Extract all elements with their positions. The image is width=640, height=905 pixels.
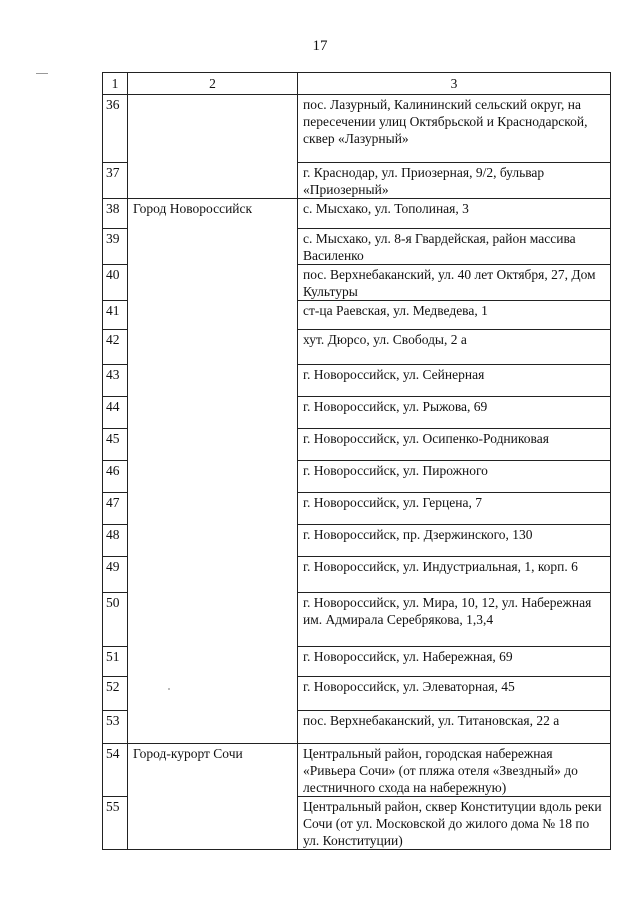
address-cell: г. Новороссийск, ул. Мира, 10, 12, ул. Набережная им. Адмирала Серебрякова, 1,3,4 — [298, 593, 611, 647]
address-cell: с. Мысхако, ул. Тополиная, 3 — [298, 199, 611, 229]
address-cell: пос. Верхнебаканский, ул. 40 лет Октября, 27, Дом Культуры — [298, 265, 611, 301]
row-number: 38 — [103, 199, 128, 229]
address-cell: хут. Дюрсо, ул. Свободы, 2 а — [298, 330, 611, 365]
address-cell: г. Краснодар, ул. Приозерная, 9/2, бульвар «Приозерный» — [298, 163, 611, 199]
table-row — [103, 95, 611, 163]
address-cell: г. Новороссийск, ул. Пирожного — [298, 461, 611, 493]
address-cell: г. Новороссийск, ул. Набережная, 69 — [298, 647, 611, 677]
address-cell: пос. Верхнебаканский, ул. Титановская, 22 а — [298, 711, 611, 744]
row-number: 47 — [103, 493, 128, 525]
row-number: 46 — [103, 461, 128, 493]
address-cell: г. Новороссийск, ул. Осипенко-Родниковая — [298, 429, 611, 461]
row-number: 40 — [103, 265, 128, 301]
table-body — [103, 73, 611, 850]
scan-speck — [168, 688, 170, 690]
row-number: 49 — [103, 557, 128, 593]
row-number: 36 — [103, 95, 128, 163]
municipality-cell — [128, 95, 298, 199]
table-row — [103, 744, 611, 797]
row-number: 42 — [103, 330, 128, 365]
row-number: 51 — [103, 647, 128, 677]
address-cell: г. Новороссийск, пр. Дзержинского, 130 — [298, 525, 611, 557]
address-cell: г. Новороссийск, ул. Элеваторная, 45 — [298, 677, 611, 711]
address-cell: с. Мысхако, ул. 8-я Гвардейская, район массива Василенко — [298, 229, 611, 265]
row-number: 37 — [103, 163, 128, 199]
row-number: 41 — [103, 301, 128, 330]
row-number: 53 — [103, 711, 128, 744]
page-number: 17 — [312, 38, 328, 54]
address-cell: г. Новороссийск, ул. Герцена, 7 — [298, 493, 611, 525]
header-cell-3: 3 — [298, 73, 611, 95]
table-row — [103, 199, 611, 229]
address-cell: г. Новороссийск, ул. Рыжова, 69 — [298, 397, 611, 429]
address-cell: ст-ца Раевская, ул. Медведева, 1 — [298, 301, 611, 330]
address-cell: г. Новороссийск, ул. Сейнерная — [298, 365, 611, 397]
row-number: 55 — [103, 797, 128, 850]
row-number: 52 — [103, 677, 128, 711]
address-cell: пос. Лазурный, Калининский сельский округ, на пересечении улиц Октябрьской и Краснодарской, сквер «Лазурный» — [298, 95, 611, 163]
header-cell-1: 1 — [103, 73, 128, 95]
row-number: 54 — [103, 744, 128, 797]
row-number: 45 — [103, 429, 128, 461]
locations-table — [102, 72, 611, 850]
address-cell: г. Новороссийск, ул. Индустриальная, 1, корп. 6 — [298, 557, 611, 593]
municipality-cell: Город Новороссийск — [128, 199, 298, 744]
row-number: 43 — [103, 365, 128, 397]
header-cell-2: 2 — [128, 73, 298, 95]
address-cell: Центральный район, сквер Конституции вдоль реки Сочи (от ул. Московской до жилого дома № 18 по ул. Конституции) — [298, 797, 611, 850]
municipality-cell: Город-курорт Сочи — [128, 744, 298, 850]
margin-mark — [36, 73, 48, 74]
row-number: 48 — [103, 525, 128, 557]
row-number: 39 — [103, 229, 128, 265]
table-header-row — [103, 73, 611, 95]
row-number: 44 — [103, 397, 128, 429]
row-number: 50 — [103, 593, 128, 647]
address-cell: Центральный район, городская набережная «Ривьера Сочи» (от пляжа отеля «Звездный» до лестничного схода на набережную) — [298, 744, 611, 797]
